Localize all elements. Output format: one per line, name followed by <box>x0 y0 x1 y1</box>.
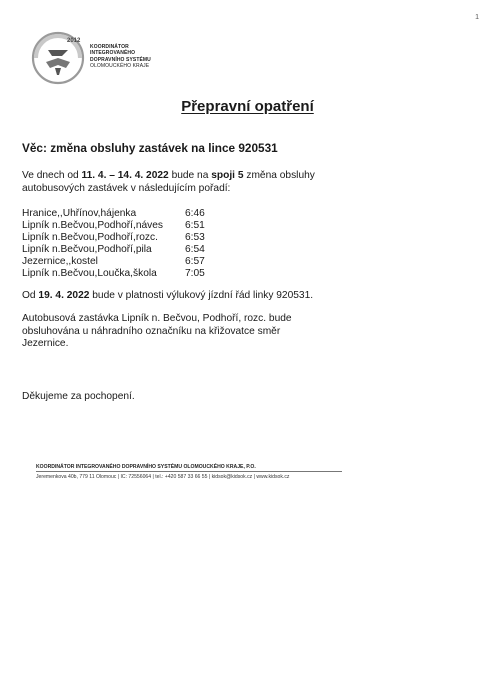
stop-time: 6:51 <box>185 220 205 232</box>
footer-divider <box>36 471 342 472</box>
stop-time: 6:46 <box>185 208 205 219</box>
stop-name: Lipník n.Bečvou,Podhoří,rozc. <box>22 232 158 244</box>
page-number: 1 <box>475 14 479 21</box>
footer-contact: Jeremenkova 40b, 779 11 Olomouc | IČ: 72556064 | tel.: +420 587 33 66 55 | kidsok@kidsok.cz | www.kidsok.cz <box>36 474 290 480</box>
stop-name: Jezernice,,kostel <box>22 256 98 268</box>
stop-time: 7:05 <box>185 268 205 280</box>
date-range: 11. 4. – 14. 4. 2022 <box>81 170 169 181</box>
stop-name: Hranice,,Uhřínov,hájenka <box>22 208 137 219</box>
list-item <box>22 256 205 268</box>
list-item <box>22 244 205 256</box>
text: bude v platnosti výlukový jízdní řád linky 920531. <box>89 290 314 301</box>
stop-name: Lipník n.Bečvou,Podhoří,pila <box>22 244 152 256</box>
change-notice-paragraph <box>22 170 332 195</box>
stop-name: Lipník n.Bečvou,Podhoří,náves <box>22 220 164 232</box>
org-line: INTEGROVANÉHO <box>90 50 136 57</box>
org-line: OLOMOUCKÉHO KRAJE <box>90 63 150 70</box>
text: Od <box>22 290 39 301</box>
timetable-validity-paragraph <box>22 290 352 303</box>
footer-organization: KOORDINÁTOR INTEGROVANÉHO DOPRAVNÍHO SYSTÉMU OLOMOUCKÉHO KRAJE, P.O. <box>36 464 256 470</box>
subject-line: Věc: změna obsluhy zastávek na lince 920531 <box>22 141 278 155</box>
replacement-stop-paragraph: Autobusová zastávka Lipník n. Bečvou, Podhoří, rozc. bude obsluhována u náhradního označníku na křižovatce směr Jezernice. <box>22 313 292 350</box>
stop-time: 6:57 <box>185 256 205 268</box>
list-item <box>22 268 205 280</box>
stop-time: 6:54 <box>185 244 205 256</box>
stop-time: 6:53 <box>185 232 205 244</box>
text: změna obsluhy autobusových zastávek v následujícím pořadí: <box>22 170 315 194</box>
list-item <box>22 232 205 244</box>
logo-year: 2012 <box>67 38 81 44</box>
page-title: Přepravní opatření <box>181 98 314 115</box>
organization-name <box>90 44 151 70</box>
org-line: KOORDINÁTOR <box>90 44 129 50</box>
valid-from-date: 19. 4. 2022 <box>38 290 90 301</box>
text: Ve dnech od <box>22 170 82 181</box>
stop-list <box>22 208 205 281</box>
list-item <box>22 208 205 220</box>
stop-name: Lipník n.Bečvou,Loučka,škola <box>22 268 157 280</box>
kidsok-logo <box>28 28 88 88</box>
org-line: DOPRAVNÍHO SYSTÉMU <box>90 56 151 63</box>
closing-text: Děkujeme za pochopení. <box>22 391 135 402</box>
connection-number: spoji 5 <box>211 170 244 181</box>
list-item <box>22 220 205 232</box>
text: bude na <box>168 170 212 181</box>
